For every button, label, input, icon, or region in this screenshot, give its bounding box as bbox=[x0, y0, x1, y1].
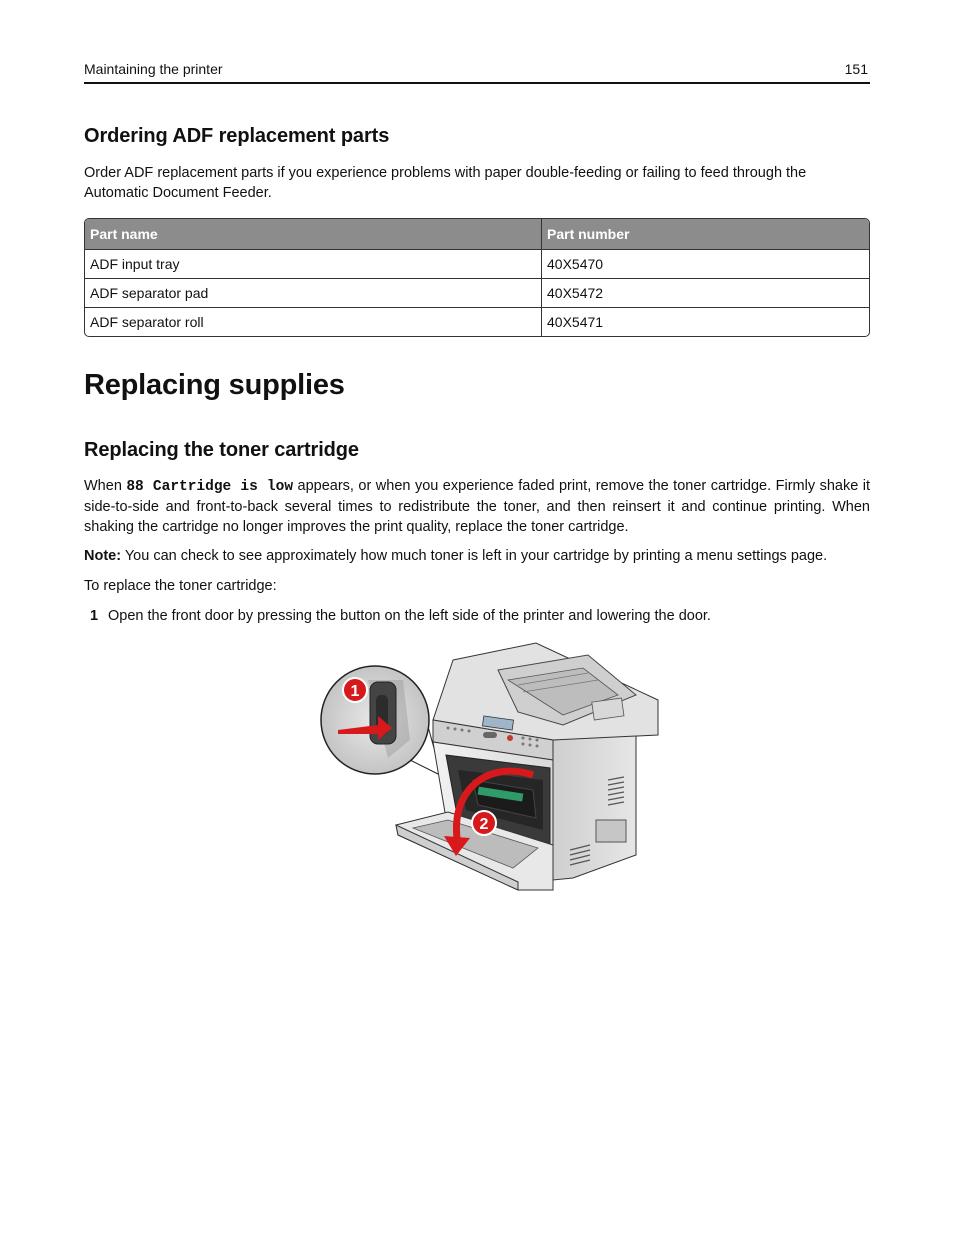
column-header-part-number: Part number bbox=[541, 219, 869, 249]
para-lead-text: When bbox=[84, 478, 127, 494]
table-row bbox=[85, 278, 869, 307]
adf-parts-table bbox=[84, 218, 870, 337]
running-title: Maintaining the printer bbox=[84, 61, 223, 77]
part-name-cell: ADF separator roll bbox=[85, 307, 541, 336]
procedure-intro: To replace the toner cartridge: bbox=[84, 578, 277, 594]
chapter-heading: Replacing supplies bbox=[84, 369, 345, 401]
toner-intro-paragraph bbox=[84, 476, 870, 537]
running-header bbox=[84, 60, 870, 84]
adf-section-heading: Ordering ADF replacement parts bbox=[84, 125, 390, 147]
part-number-cell: 40X5470 bbox=[541, 249, 869, 278]
para-rest-text: appears, or when you experience faded print, remove the toner cartridge. Firmly shake it side-to-side and front-to-back several times to redistribute the toner, and then reinsert it and continue printing. When shaking the cartridge no longer improves the print quality, replace the toner cartridge. bbox=[84, 478, 870, 535]
printer-open-door-illustration bbox=[318, 640, 663, 895]
step-text: Open the front door by pressing the button on the left side of the printer and lowering the door. bbox=[108, 608, 711, 624]
part-name-cell: ADF separator pad bbox=[85, 278, 541, 307]
note-text: You can check to see approximately how much toner is left in your cartridge by printing a menu settings page. bbox=[121, 548, 828, 564]
note-label: Note: bbox=[84, 548, 122, 564]
column-header-part-name: Part name bbox=[85, 219, 541, 249]
printer-illustration-svg bbox=[318, 640, 663, 895]
table-header-row bbox=[85, 219, 869, 249]
part-name-cell: ADF input tray bbox=[85, 249, 541, 278]
page-number: 151 bbox=[844, 61, 868, 77]
callout-2-label: 2 bbox=[479, 816, 489, 833]
message-code: 88 Cartridge is low bbox=[126, 479, 294, 495]
note-paragraph bbox=[84, 546, 870, 566]
step-number: 1 bbox=[90, 608, 99, 624]
toner-section-heading: Replacing the toner cartridge bbox=[84, 439, 359, 461]
adf-intro-paragraph: Order ADF replacement parts if you experience problems with paper double-feeding or failing to feed through the Automatic Document Feeder. bbox=[84, 165, 807, 201]
callout-1-label: 1 bbox=[350, 683, 360, 700]
part-number-cell: 40X5472 bbox=[541, 278, 869, 307]
table-row bbox=[85, 249, 869, 278]
part-number-cell: 40X5471 bbox=[541, 307, 869, 336]
table-row bbox=[85, 307, 869, 336]
